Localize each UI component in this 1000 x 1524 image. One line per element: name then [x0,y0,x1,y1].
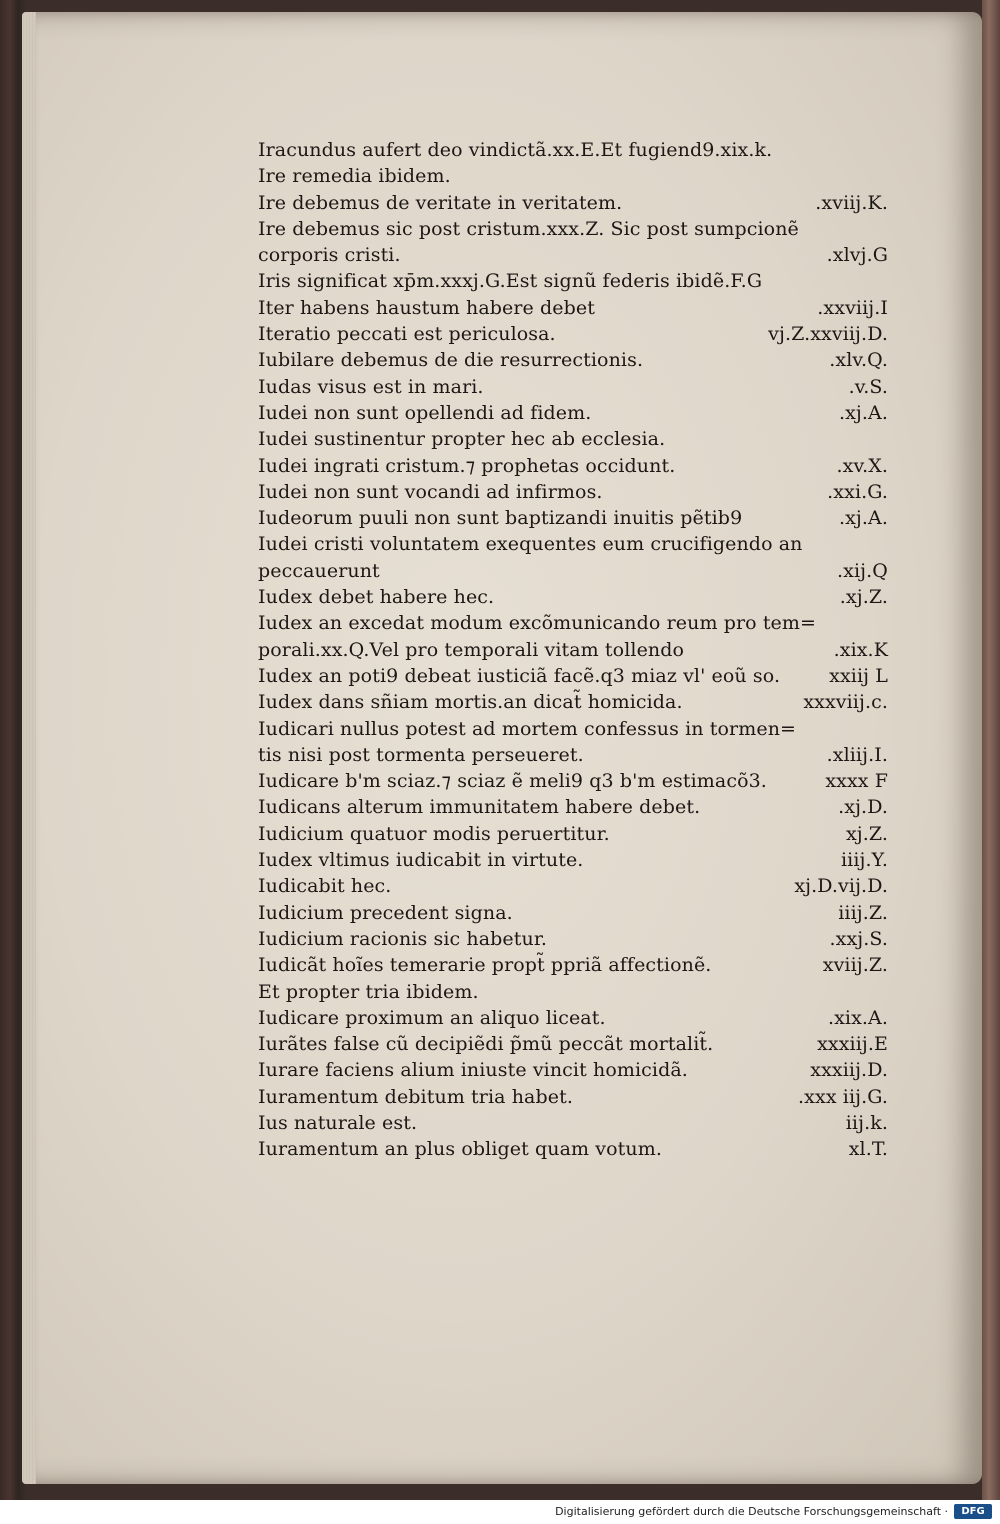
index-entry [258,137,890,163]
entry-text: Iter habens haustum habere debet [258,296,595,319]
entry-reference: iiij.Z. [838,901,888,924]
index-entry [258,584,890,610]
entry-reference: .xlv.Q. [829,349,888,372]
entry-reference: xxiij L [829,664,888,687]
entry-reference: .xlvj.G [826,244,888,267]
index-entry [258,663,890,689]
entry-text: peccauerunt [258,559,380,582]
entry-reference: xl.T. [848,1138,888,1161]
index-entry [258,900,890,926]
entry-reference: .xj.A. [838,401,888,424]
index-entry [258,268,890,294]
entry-text: corporis cristi. [258,244,401,267]
entry-text: Iurare faciens alium iniuste vincit homicidã. [258,1059,688,1082]
entry-text: tis nisi post tormenta perseueret. [258,743,584,766]
entry-text: Ire debemus de veritate in veritatem. [258,191,623,214]
footer-bar [0,1500,1000,1524]
binding-edge [982,0,1000,1500]
index-entry [258,821,890,847]
entry-text: porali.xx.Q.Vel pro temporali vitam tollendo [258,638,685,661]
entry-text: Iris significat xp̄m.xxxj.G.Est signũ federis ibidẽ.F.G [258,270,763,293]
index-entry [258,242,890,268]
entry-reference: .xxj.S. [829,927,888,950]
entry-reference: .xj.D. [838,796,888,819]
entry-reference: iiij.Y. [841,849,888,872]
entry-text: Et propter tria ibidem. [258,980,479,1003]
index-entry [258,426,890,452]
entry-text: Iubilare debemus de die resurrectionis. [258,349,644,372]
page-edge [22,12,36,1484]
index-entry [258,321,890,347]
entry-text: Iudex vltimus iudicabit in virtute. [258,849,584,872]
entry-reference: .xxi.G. [827,480,888,503]
entry-text: Iudicium quatuor modis peruertitur. [258,822,610,845]
index-entry [258,847,890,873]
index-entry [258,979,890,1005]
entry-text: Iuramentum an plus obliget quam votum. [258,1138,662,1161]
entry-text: Iudei sustinentur propter hec ab ecclesia. [258,428,666,451]
entry-text: Iudei non sunt vocandi ad infirmos. [258,480,603,503]
index-entry [258,742,890,768]
index-entry [258,637,890,663]
dfg-logo: DFG [954,1504,992,1519]
entry-reference: .xv.X. [836,454,888,477]
entry-reference: xviij.Z. [822,954,888,977]
index-entry [258,1084,890,1110]
entry-reference: xxxiij.D. [810,1059,888,1082]
entry-text: Iudicium precedent signa. [258,901,513,924]
index-entry [258,1005,890,1031]
index-entry [258,347,890,373]
entry-reference: .v.S. [848,375,888,398]
entry-text: Iudei non sunt opellendi ad fidem. [258,401,592,424]
entry-reference: .xxviij.I [817,296,888,319]
index-entry [258,1136,890,1162]
entry-reference: iij.k. [845,1111,888,1134]
entry-text: Iudex an poti9 debeat iusticiã facẽ.q3 miaz vl' eoũ so. [258,664,781,687]
entry-reference: .xviij.K. [815,191,888,214]
entry-text: Iudicari nullus potest ad mortem confessus in tormen= [258,717,797,740]
index-entry [258,400,890,426]
index-entry [258,768,890,794]
entry-text: Ire debemus sic post cristum.xxx.Z. Sic post sumpcionẽ [258,217,799,240]
entry-text: Iudeorum puuli non sunt baptizandi inuitis pẽtib9 [258,507,743,530]
entry-text: Ius naturale est. [258,1111,418,1134]
index-entry [258,610,890,636]
entry-text: Iudas visus est in mari. [258,375,484,398]
entry-text: Iudicare b'm sciaz.⁊ sciaz ẽ meli9 q3 b'm estimacõ3. [258,770,767,793]
index-entry [258,479,890,505]
entry-reference: .xj.Z. [839,586,888,609]
entry-text: Iurãtes false cũ decipiẽdi p̃mũ peccãt mortalit̃. [258,1033,714,1056]
entry-text: Ire remedia ibidem. [258,165,451,188]
index-entry [258,374,890,400]
entry-text: Iudei ingrati cristum.⁊ prophetas occidunt. [258,454,676,477]
entry-reference: xxxiij.E [817,1033,888,1056]
index-entry [258,952,890,978]
entry-text: Iudex debet habere hec. [258,586,495,609]
entry-text: Iracundus aufert deo vindictã.xx.E.Et fugiend9.xix.k. [258,139,773,161]
entry-text: Iudex dans sñiam mortis.an dicat̃ homicida. [258,691,683,714]
index-entry [258,453,890,479]
index-entry [258,794,890,820]
index-entry [258,216,890,242]
entry-reference: vj.Z.xxviij.D. [768,323,888,346]
entry-reference: xj.D.vij.D. [794,875,888,898]
entry-reference: xxxviij.c. [803,691,888,714]
entry-reference: .xliij.I. [826,743,888,766]
index-entry [258,558,890,584]
entry-text: Iudicãt hoĩes temerarie propt̃ ppriã affectionẽ. [258,954,712,977]
index-entry [258,873,890,899]
index-entry [258,505,890,531]
index-entry [258,295,890,321]
index-entry [258,1057,890,1083]
footer-credit: Digitalisierung gefördert durch die Deutsche Forschungsgemeinschaft · [555,1505,948,1518]
entry-reference: .xj.A. [838,507,888,530]
entry-text: Iudicare proximum an aliquo liceat. [258,1006,606,1029]
entry-text: Iudicium racionis sic habetur. [258,927,548,950]
entry-reference: xxxx F [825,770,888,793]
entry-text: Iudex an excedat modum excõmunicando reum pro tem= [258,612,817,635]
entry-reference: .xxx iij.G. [798,1085,888,1108]
entry-text: Iteratio peccati est periculosa. [258,323,556,346]
entry-reference: .xij.Q [837,559,888,582]
index-entry [258,689,890,715]
index-entry [258,1031,890,1057]
index-entry [258,716,890,742]
entry-text: Iudicans alterum immunitatem habere debet. [258,796,701,819]
entry-reference: .xix.A. [827,1006,888,1029]
entry-text: Iudicabit hec. [258,875,392,898]
index-text-column [258,137,890,1163]
entry-reference: .xix.K [833,638,888,661]
entry-reference: xj.Z. [845,822,888,845]
entry-text: Iudei cristi voluntatem exequentes eum crucifigendo an [258,533,803,556]
index-entry [258,163,890,189]
index-entry [258,531,890,557]
index-entry [258,926,890,952]
entry-text: Iuramentum debitum tria habet. [258,1085,573,1108]
index-entry [258,1110,890,1136]
index-entry [258,190,890,216]
